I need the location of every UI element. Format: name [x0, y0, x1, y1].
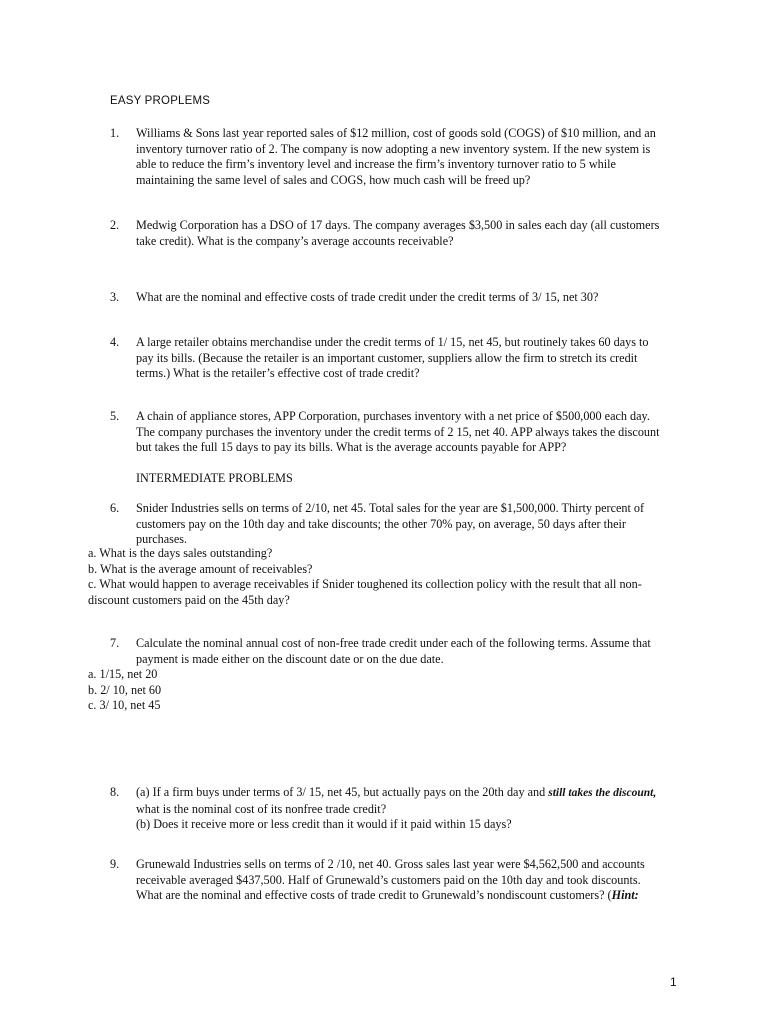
question-6	[110, 501, 680, 548]
question-line	[136, 888, 680, 904]
question-4	[110, 335, 680, 382]
question-line: What are the nominal and effective costs of trade credit under the credit terms of 3/ 15, net 30?	[136, 290, 599, 304]
question-line: payment is made either on the discount date or on the due date.	[136, 651, 444, 666]
question-line: A chain of appliance stores, APP Corporation, purchases inventory with a net price of $500,000 each day.	[136, 409, 650, 423]
question-line: A large retailer obtains merchandise under the credit terms of 1/ 15, net 45, but routinely takes 60 days to	[136, 335, 649, 349]
section-heading-easy: EASY PROPLEMS	[110, 95, 211, 107]
emphasis-text: still takes the discount,	[548, 787, 657, 799]
question-line: Grunewald Industries sells on terms of 2 /10, net 40. Gross sales last year were $4,562,500 and accounts	[136, 857, 645, 871]
question-8	[110, 785, 680, 833]
question-1	[110, 126, 680, 188]
question-5	[110, 409, 680, 456]
question-number: 5.	[110, 409, 120, 423]
question-number: 1.	[110, 126, 120, 140]
question-line: Williams & Sons last year reported sales of $12 million, cost of goods sold (COGS) of $10 million, and an	[136, 126, 656, 140]
subpart-line: c. What would happen to average receivables if Snider toughened its collection policy with the result that all non-	[88, 577, 642, 592]
question-line: purchases.	[136, 532, 188, 547]
subpart-line: a. What is the days sales outstanding?	[88, 546, 273, 560]
question-number: 9.	[110, 857, 120, 871]
question-number: 2.	[110, 218, 120, 232]
question-line	[136, 785, 680, 802]
question-number: 4.	[110, 335, 120, 349]
question-line: maintaining the same level of sales and COGS, how much cash will be freed up?	[136, 172, 531, 187]
question-line: Snider Industries sells on terms of 2/10, net 45. Total sales for the year are $1,500,000. Thirty percent of	[136, 501, 645, 515]
question-line: inventory turnover ratio of 2. The company is now adopting a new inventory system. If the new system is	[136, 141, 651, 156]
question-line: Medwig Corporation has a DSO of 17 days. The company averages $3,500 in sales each day (all customers	[136, 218, 660, 232]
question-line: terms.) What is the retailer’s effective cost of trade credit?	[136, 366, 420, 381]
question-line: what is the nominal cost of its nonfree trade credit?	[136, 801, 387, 816]
question-number: 8.	[110, 785, 120, 799]
question-line: receivable averaged $437,500. Half of Grunewald’s customers paid on the 10th day and took discounts.	[136, 872, 641, 887]
question-line: able to reduce the firm’s inventory level and increase the firm’s inventory turnover ratio to 5 while	[136, 157, 616, 172]
question-text: (a) If a firm buys under terms of 3/ 15, net 45, but actually pays on the 20th day and	[136, 785, 549, 799]
question-line: pay its bills. (Because the retailer is an important customer, suppliers allow the firm to stretch its credit	[136, 350, 638, 365]
subpart-line: b. 2/ 10, net 60	[88, 682, 162, 697]
question-number: 6.	[110, 501, 120, 515]
question-9	[110, 857, 680, 904]
section-heading-intermediate: INTERMEDIATE PROBLEMS	[136, 471, 293, 485]
question-line: (b) Does it receive more or less credit than it would if it paid within 15 days?	[136, 817, 512, 832]
subpart-line: a. 1/15, net 20	[88, 667, 158, 681]
page-number: 1	[670, 975, 677, 989]
question-3	[110, 290, 680, 306]
subpart-line: c. 3/ 10, net 45	[88, 698, 161, 713]
subpart-line: discount customers paid on the 45th day?	[88, 592, 290, 607]
question-6-subparts	[88, 546, 688, 608]
question-line: take credit). What is the company’s average accounts receivable?	[136, 233, 454, 248]
question-7-subparts	[88, 667, 688, 714]
hint-label: Hint:	[611, 888, 639, 903]
question-line: Calculate the nominal annual cost of non-free trade credit under each of the following terms. Assume that	[136, 636, 651, 650]
question-number: 3.	[110, 290, 120, 304]
question-7	[110, 636, 680, 667]
question-line: but takes the full 15 days to pay its bills. What is the average accounts payable for APP?	[136, 440, 567, 455]
question-2	[110, 218, 680, 249]
question-line: customers pay on the 10th day and take discounts; the other 70% pay, on average, 50 days after their	[136, 516, 626, 531]
question-line: The company purchases the inventory under the credit terms of 2 15, net 40. APP always takes the discount	[136, 424, 660, 439]
subpart-line: b. What is the average amount of receivables?	[88, 561, 313, 576]
question-number: 7.	[110, 636, 120, 650]
question-text: What are the nominal and effective costs of trade credit to Grunewald’s nondiscount customers? (	[136, 888, 612, 903]
